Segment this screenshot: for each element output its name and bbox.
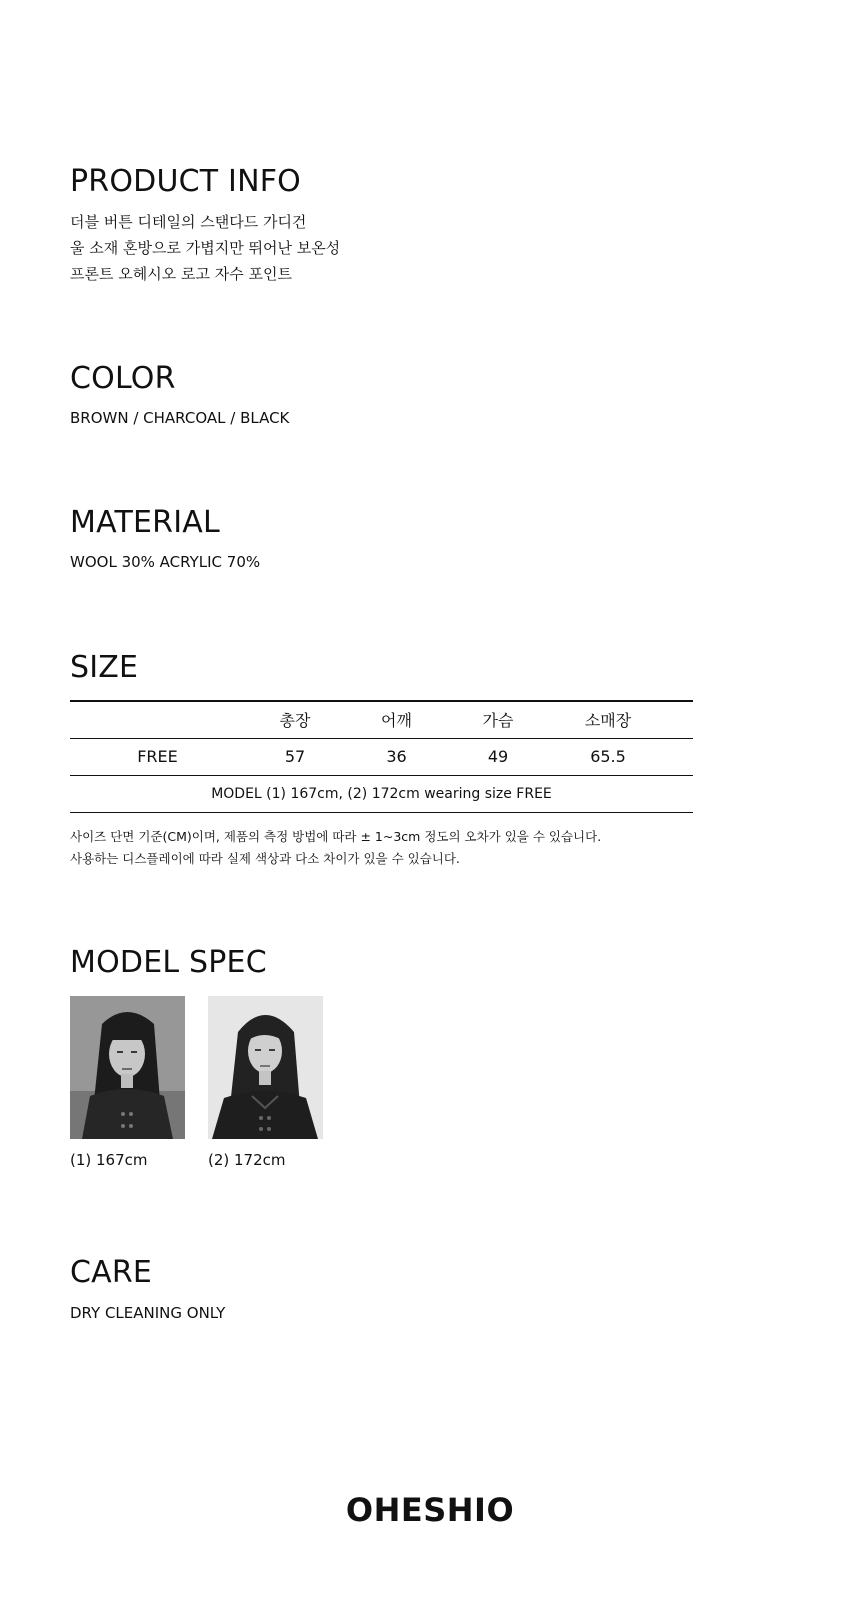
care-value: DRY CLEANING ONLY — [70, 1304, 226, 1322]
size-note-line: 사이즈 단면 기준(CM)이며, 제품의 측정 방법에 따라 ± 1~3cm 정도의 오차가 있을 수 있습니다. — [70, 829, 602, 844]
size-header-cell — [70, 701, 245, 738]
size-label-cell: FREE — [137, 747, 178, 766]
size-value-cell: 65.5 — [590, 747, 626, 766]
model-photo-1 — [70, 996, 185, 1139]
size-table — [70, 700, 693, 813]
size-header-chest: 가슴 — [482, 711, 514, 731]
size-notes — [70, 826, 601, 870]
size-header-shoulder: 어깨 — [381, 711, 412, 731]
product-info-description — [70, 209, 340, 287]
color-title: COLOR — [70, 361, 176, 396]
product-info-line: 프론트 오헤시오 로고 자수 포인트 — [70, 265, 292, 283]
size-header-length: 총장 — [279, 711, 311, 731]
size-table-row — [70, 738, 693, 775]
size-header-sleeve: 소매장 — [584, 711, 632, 731]
size-table-header-row — [70, 701, 693, 738]
size-title: SIZE — [70, 650, 139, 685]
model-spec-title: MODEL SPEC — [70, 945, 267, 980]
material-value: WOOL 30% ACRYLIC 70% — [70, 553, 261, 571]
model-photo-2 — [208, 996, 323, 1139]
model-wearing-note: MODEL (1) 167cm, (2) 172cm wearing size FREE — [211, 785, 552, 802]
color-value: BROWN / CHARCOAL / BLACK — [70, 409, 290, 427]
care-title: CARE — [70, 1255, 153, 1290]
model-caption-2: (2) 172cm — [208, 1151, 286, 1169]
product-info-title: PRODUCT INFO — [70, 164, 301, 199]
model-caption-1: (1) 167cm — [70, 1151, 148, 1169]
size-value-cell: 57 — [284, 747, 306, 766]
model-photo-2-image — [208, 996, 323, 1139]
size-note-line: 사용하는 디스플레이에 따라 실제 색상과 다소 차이가 있을 수 있습니다. — [70, 851, 460, 866]
brand-logo: OHESHIO — [345, 1491, 515, 1529]
size-value-cell: 49 — [487, 747, 509, 766]
product-info-line: 더블 버튼 디테일의 스탠다드 가디건 — [70, 213, 307, 231]
material-title: MATERIAL — [70, 505, 220, 540]
size-table-model-row — [70, 775, 693, 812]
size-value-cell: 36 — [386, 747, 407, 766]
model-photo-1-image — [70, 996, 185, 1139]
product-info-line: 울 소재 혼방으로 가볍지만 뛰어난 보온성 — [70, 239, 341, 257]
